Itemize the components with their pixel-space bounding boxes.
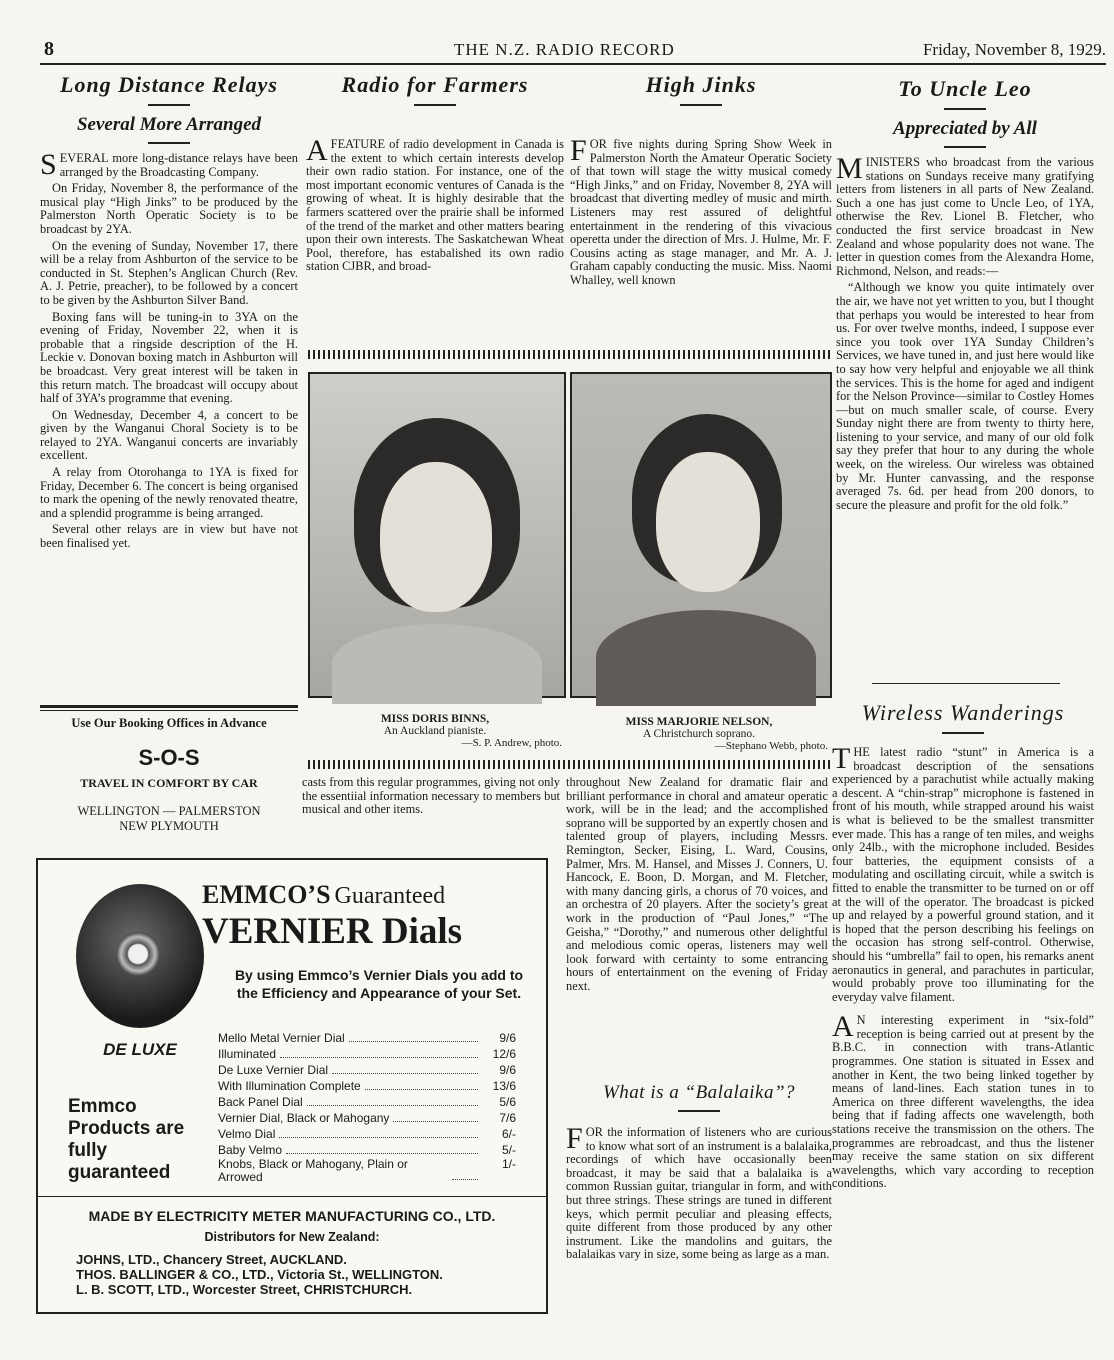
relays-paragraph: On the evening of Sunday, November 17, there will be a relay from Ashburton of the service to be conducted in St. Stephen’s Anglican Church (Rev. A. J. Petrie, preacher), to be followed by a concert to be given by the Ashburton Silver Band.	[40, 238, 298, 307]
booking-top-rule-thin	[40, 710, 298, 711]
price-item-price: 6/-	[501, 1127, 516, 1141]
farmers-article	[306, 72, 564, 277]
jinks-body	[570, 134, 832, 288]
caption-marjorie-nelson	[570, 716, 828, 752]
ad-distributors-heading: Distributors for New Zealand:	[204, 1230, 380, 1244]
ad-maker: MADE BY ELECTRICITY METER MANUFACTURING CO., LTD.	[88, 1208, 496, 1224]
price-row	[218, 1078, 516, 1094]
uncle-subhead-rule	[944, 146, 986, 148]
uncle-subhead: Appreciated by All	[893, 118, 1037, 139]
price-item-name: De Luxe Vernier Dial	[218, 1063, 329, 1077]
wanderings-article	[832, 700, 1094, 1194]
route-line-2: NEW PLYMOUTH	[119, 819, 219, 833]
relays-paragraph: A relay from Otorohanga to 1YA is fixed for Friday, December 6. The concert is being organised to mark the opening of the newly renovated theatre, and a splendid programme is being arranged.	[40, 465, 298, 520]
farmers-body	[306, 134, 564, 274]
ad-distributor: JOHNS, LTD., Chancery Street, AUCKLAND.	[76, 1252, 347, 1267]
balalaika-paragraph: OR the information of listeners who are curious to know what sort of an instrument is a balalaika, recordings of which have occasionally been broadcast, it may be said that a balalaika is a common Russian guitar, triangular in form, and with but three strings. These strings are tuned in different keys, which permit peculiar and pleasing effects, quite different from those produced by any other instrument. Like the mandolins and guitars, the balalaikas vary in size, some being as large as a man.	[566, 1125, 832, 1262]
ad-distributor-list	[76, 1252, 536, 1297]
balalaika-headline: What is a “Balalaika”?	[602, 1082, 796, 1103]
price-item-price: 12/6	[492, 1047, 516, 1061]
balalaika-drop-cap: F	[566, 1122, 583, 1155]
price-item-name: Knobs, Black or Mahogany, Plain or Arrowed	[218, 1157, 408, 1184]
masthead-rule	[40, 63, 1106, 65]
uncle-drop-cap: M	[836, 152, 863, 185]
emmco-advertisement	[36, 858, 548, 1314]
uncle-quote: “Although we know you quite intimately over the air, we have not yet written to you, but I thought that perhaps you would be interested to hear from us. For over twelve months, indeed, I suppose ever since you took over 1YA Sunday Children’s Services, we have tuned in, and just here would like to say how very helpful and enjoyable we all think the services. This is the home for aged and indigent for the Nelson Province—similar to Costley Homes—but on much smaller scale, of course. Every Sunday night there are from twenty to thirty here, listening to your service, and many of our old folk say they prefer that hour to any during the whole week, on the wireless. Our wireless was obtained by Mr. Hunter canvassing, and the response averaged 7s. 6d. per head from 200 donors, to secure the pleasure and profit for the old folk.”	[836, 280, 1094, 512]
photo-doris-binns	[308, 372, 566, 698]
route-line-1: WELLINGTON — PALMERSTON	[77, 804, 261, 818]
price-item-name: With Illumination Complete	[218, 1079, 361, 1093]
wanderings-top-rule	[872, 683, 1060, 684]
price-item-price: 5/6	[499, 1095, 516, 1109]
uncle-article	[836, 76, 1094, 515]
uncle-headline-rule	[944, 108, 986, 110]
jinks-continued-paragraph: throughout New Zealand for dramatic flair and brilliant performance in choral and amateur operatic work, will be in the lead; and the accomplished soprano will be supported by an expertly chosen and talented group of players, including Messrs. Remington, Secker, Eising, L. Ward, Cousins, Palmer, Mrs. M. Hansel, and Misses J. Conners, U. Hancock, E. Boon, D. Morgan, and M. Fletcher, with many dancing girls, a chorus of 70 voices, and an orchestra of 20 players. After the society’s great work in the production of “Paul Jones,” “The Geisha,” “Dorothy,” and numerous other delightful and melodious comic operas, listeners may well look forward with certainty to some entrancing hours of entertainment on the evening of Friday next.	[566, 775, 828, 993]
relays-paragraph: Boxing fans will be tuning-in to 3YA on the evening of Friday, November 22, when it is probable that a ringside description of the H. Leckie v. Donovan boxing match in Ashburton will be broadcast. Very great interest will be taken in this return match. The broadcast will occupy about half of 3YA’s programme that evening.	[40, 309, 298, 406]
relays-drop-cap: S	[40, 148, 57, 181]
relays-headline: Long Distance Relays	[60, 72, 278, 97]
jinks-paragraph: OR five nights during Spring Show Week in Palmerston North the Amateur Operatic Society of that town will stage the witty musical comedy “High Jinks,” and on Friday, November 8, 2YA will broadcast that diverting medley of music and mirth. Listeners may rest assured of delightful entertainment in the rendering of this vivacious operetta under the direction of Mrs. J. Hulme, Mr. F. Cousins acting as stage manager, and Mr. A. J. Graham capably conducting the music. Miss. Naomi Whalley, well known	[570, 137, 832, 287]
wanderings-body	[832, 742, 1094, 1191]
page-number: 8	[44, 38, 54, 60]
wanderings-headline-rule	[942, 732, 984, 734]
price-item-price: 7/6	[499, 1111, 516, 1125]
price-item-name: Baby Velmo	[218, 1143, 283, 1157]
price-item-name: Vernier Dial, Black or Mahogany	[218, 1111, 390, 1125]
booking-ad	[36, 716, 302, 834]
uncle-headline: To Uncle Leo	[898, 76, 1032, 101]
price-row	[218, 1062, 516, 1078]
masthead	[44, 38, 1106, 64]
price-item-price: 1/-	[501, 1157, 516, 1171]
balalaika-article	[566, 1082, 832, 1265]
ad-title-vernier: VERNIER Dials	[202, 911, 463, 952]
price-item-name: Velmo Dial	[218, 1127, 276, 1141]
price-item-price: 5/-	[501, 1143, 516, 1157]
ad-distributor: L. B. SCOTT, LTD., Worcester Street, CHRISTCHURCH.	[76, 1282, 413, 1297]
vernier-dial-illustration	[76, 884, 204, 1028]
caption-left-credit: —S. P. Andrew, photo.	[461, 737, 562, 749]
farmers-continued-paragraph: casts from this regular programmes, giving not only the essentiial information necessary to members but musical and other items.	[302, 775, 560, 817]
travel-line: TRAVEL IN COMFORT BY CAR	[80, 776, 258, 790]
newspaper-title: THE N.Z. RADIO RECORD	[454, 40, 675, 59]
booking-top-rule	[40, 705, 298, 708]
relays-headline-rule	[148, 104, 190, 106]
price-row	[218, 1158, 516, 1184]
caption-right-name: MISS MARJORIE NELSON,	[625, 716, 773, 728]
relays-article	[40, 72, 298, 554]
ad-title-guaranteed: Guaranteed	[334, 883, 446, 909]
balalaika-body	[566, 1122, 832, 1262]
jinks-article	[570, 72, 832, 291]
price-row	[218, 1030, 516, 1046]
price-item-name: Mello Metal Vernier Dial	[218, 1031, 345, 1045]
balalaika-headline-rule	[678, 1110, 720, 1112]
price-list	[218, 1030, 516, 1184]
wanderings-drop-cap-2: A	[832, 1010, 854, 1044]
relays-paragraph: On Wednesday, December 4, a concert to be given by the Wanganui Choral Society is to be relayed to 2YA. Wanganui concerts are invariably excellent.	[40, 407, 298, 463]
wanderings-drop-cap-1: T	[832, 742, 851, 775]
price-item-price: 9/6	[499, 1063, 516, 1077]
ad-distributor: THOS. BALLINGER & CO., LTD., Victoria St., WELLINGTON.	[76, 1267, 443, 1282]
photo-block-bottom-border	[308, 760, 830, 769]
caption-left-name: MISS DORIS BINNS,	[380, 713, 490, 725]
price-row	[218, 1142, 516, 1158]
farmers-paragraph: FEATURE of radio development in Canada is the extent to which certain interests develop their own radio station. For instance, one of the most important economic ventures of Canada is the growing of wheat. It is highly desirable that the farmers scattered over the prairie shall be informed of the trend of the market and other matters bearing upon their own interests. The Saskatchewan Wheat Pool, therefore, has estabalished its own radio station CJBR, and broad-	[306, 137, 564, 274]
price-row	[218, 1110, 516, 1126]
caption-right-credit: —Stephano Webb, photo.	[714, 740, 828, 752]
deluxe-label: DE LUXE	[103, 1040, 177, 1059]
price-item-price: 13/6	[492, 1079, 516, 1093]
sos-title: S-O-S	[138, 745, 200, 770]
photo-marjorie-nelson	[570, 372, 832, 698]
jinks-continued	[566, 776, 828, 997]
price-row	[218, 1126, 516, 1142]
ad-divider	[38, 1196, 546, 1197]
wanderings-headline: Wireless Wanderings	[861, 700, 1065, 725]
jinks-headline: High Jinks	[645, 72, 757, 97]
price-row	[218, 1094, 516, 1110]
farmers-drop-cap: A	[306, 134, 328, 167]
uncle-body	[836, 152, 1094, 512]
farmers-headline: Radio for Farmers	[341, 72, 529, 97]
jinks-headline-rule	[680, 104, 722, 106]
price-item-name: Illuminated	[218, 1047, 277, 1061]
ad-tagline: By using Emmco’s Vernier Dials you add to the Efficiency and Appearance of your Set.	[234, 967, 524, 1001]
issue-date: Friday, November 8, 1929.	[922, 40, 1106, 59]
farmers-headline-rule	[414, 104, 456, 106]
relays-subhead-rule	[148, 142, 190, 144]
caption-right-desc: A Christchurch soprano.	[642, 728, 756, 740]
booking-line: Use Our Booking Offices in Advance	[71, 716, 267, 730]
guarantee-text: Emmco Products are fully guaranteed	[68, 1096, 185, 1183]
wanderings-paragraph-1: HE latest radio “stunt” in America is a broadcast description of the sensations experienced by a parachutist while actually making a descent. A “chin-strap” microphone is fastened in front of his mouth, while strapped around his waist is what is believed to be the smallest transmitter ever made. This has a range of ten miles, and weighs only 24lb., with the microphone included. Besides four batteries, the equipment consists of a modulating and oscillating circuit, while a switch is fitted to enable the transmitter to be turned on or off at the will of the operator. The broadcast is picked up and relayed by a powerful ground station, and it is hoped that the person describing his feelings on the occasion has strong self-control. Otherwise, should his “umbrella” fail to open, his remarks anent aeronautics in general, and parachutes in particular, would probably prove too illuminating for the everyday valve filament.	[832, 745, 1094, 1004]
photo-block-top-border	[308, 350, 830, 359]
relays-paragraph: EVERAL more long-distance relays have been arranged by the Broadcasting Company.	[59, 151, 298, 179]
ad-title	[202, 880, 532, 952]
jinks-drop-cap: F	[570, 134, 587, 167]
relays-body	[40, 148, 298, 551]
relays-subhead: Several More Arranged	[76, 114, 262, 135]
relays-paragraph: On Friday, November 8, the performance of the musical play “High Jinks” to be produced by the Palmerston North Operatic Society is to be broadcast by 2YA.	[40, 181, 298, 236]
caption-left-desc: An Auckland pianiste.	[383, 725, 487, 737]
price-item-price: 9/6	[499, 1031, 516, 1045]
price-item-name: Back Panel Dial	[218, 1095, 303, 1109]
farmers-continued	[302, 776, 560, 820]
relays-paragraph: Several other relays are in view but have not been finalised yet.	[40, 522, 298, 551]
price-row	[218, 1046, 516, 1062]
wanderings-paragraph-2: N interesting experiment in “six-fold” reception is being carried out at present by the B.B.C. in connection with trans-Atlantic programmes. One station is situated in Essex and another in Kent, the two being linked together by means of land-lines. Each station tunes in to America on three different wavelengths, the idea being that if fading affects one wavelength, both stations receive the transmission on the others. The programmes are rebroadcast, and thus the listener may receive the same station on six different wavelengths, which vary according to reception conditions.	[832, 1013, 1094, 1191]
ad-title-brand: EMMCO’S	[202, 880, 331, 909]
uncle-paragraph: INISTERS who broadcast from the various stations on Sundays receive many gratifying letters from listeners in all parts of New Zealand. Such a one has just come to Uncle Leo, of 1YA, otherwise the Rev. Lionel B. Fletcher, who conducted the first service broadcast in New Zealand and whose popularity does not wane. The letter in question comes from the Alexandra Home, Richmond, Nelson, and reads:—	[836, 155, 1094, 278]
caption-doris-binns	[308, 713, 562, 749]
